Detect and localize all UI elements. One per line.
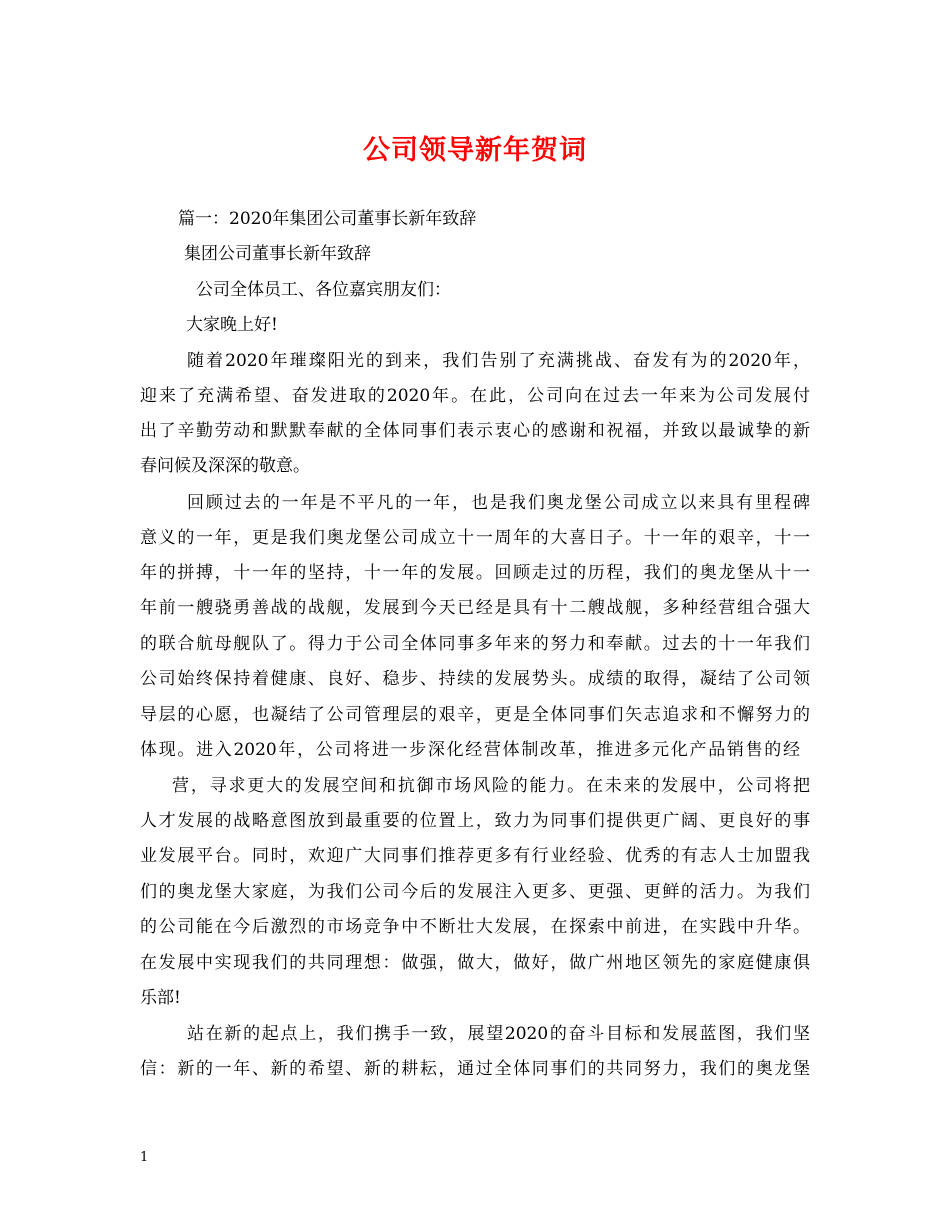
paragraph-line: 春问候及深深的敬意。 bbox=[140, 456, 310, 476]
paragraph-line: 的联合航母舰队了。得力于公司全体同事多年来的努力和奉献。过去的十一年我们 bbox=[140, 634, 810, 654]
paragraph-line: 意义的一年，更是我们奥龙堡公司成立十一周年的大喜日子。十一年的艰辛，十一 bbox=[140, 528, 810, 548]
paragraph-line: 站在新的起点上，我们携手一致，展望2020的奋斗目标和发展蓝图，我们坚 bbox=[187, 1024, 810, 1044]
paragraph-line: 乐部! bbox=[140, 988, 181, 1008]
paragraph-line: 随着2020年璀璨阳光的到来，我们告别了充满挑战、奋发有为的2020年， bbox=[187, 351, 810, 371]
paragraph-line: 在发展中实现我们的共同理想：做强，做大，做好，做广州地区领先的家庭健康俱 bbox=[140, 953, 810, 973]
paragraph-line: 们的奥龙堡大家庭，为我们公司今后的发展注入更多、更强、更鲜的活力。为我们 bbox=[140, 882, 810, 902]
paragraph-line: 导层的心愿，也凝结了公司管理层的艰辛，更是全体同事们矢志追求和不懈努力的 bbox=[140, 705, 810, 725]
salutation: 公司全体员工、各位嘉宾朋友们： bbox=[196, 280, 451, 300]
paragraph-line: 营，寻求更大的发展空间和抗御市场风险的能力。在未来的发展中，公司将把 bbox=[172, 776, 810, 796]
greeting: 大家晚上好! bbox=[186, 315, 278, 335]
paragraph-line: 信：新的一年、新的希望、新的耕耘，通过全体同事们的共同努力，我们的奥龙堡 bbox=[140, 1059, 810, 1079]
paragraph-line: 回顾过去的一年是不平凡的一年，也是我们奥龙堡公司成立以来具有里程碑 bbox=[187, 493, 810, 513]
speech-heading: 集团公司董事长新年致辞 bbox=[184, 244, 371, 264]
section-heading: 篇一：2020年集团公司董事长新年致辞 bbox=[178, 209, 477, 229]
paragraph-line: 人才发展的战略意图放到最重要的位置上，致力为同事们提供更广阔、更良好的事 bbox=[140, 811, 810, 831]
paragraph-line: 的公司能在今后激烈的市场竞争中不断壮大发展，在探索中前进，在实践中升华。 bbox=[140, 917, 810, 937]
paragraph-line: 体现。进入2020年，公司将进一步深化经营体制改革，推进多元化产品销售的经 bbox=[140, 740, 800, 760]
paragraph-line: 业发展平台。同时，欢迎广大同事们推荐更多有行业经验、优秀的有志人士加盟我 bbox=[140, 846, 810, 866]
paragraph-line: 迎来了充满希望、奋发进取的2020年。在此，公司向在过去一年来为公司发展付 bbox=[140, 386, 810, 406]
paragraph-line: 年的拼搏，十一年的坚持，十一年的发展。回顾走过的历程，我们的奥龙堡从十一 bbox=[140, 563, 810, 583]
paragraph-line: 出了辛勤劳动和默默奉献的全体同事们表示衷心的感谢和祝福，并致以最诚挚的新 bbox=[140, 421, 810, 441]
page-number: 1 bbox=[140, 1150, 149, 1165]
paragraph-line: 公司始终保持着健康、良好、稳步、持续的发展势头。成绩的取得，凝结了公司领 bbox=[140, 669, 810, 689]
paragraph-line: 年前一艘骁勇善战的战舰，发展到今天已经是具有十二艘战舰，多种经营组合强大 bbox=[140, 598, 810, 618]
document-title: 公司领导新年贺词 bbox=[363, 135, 587, 166]
